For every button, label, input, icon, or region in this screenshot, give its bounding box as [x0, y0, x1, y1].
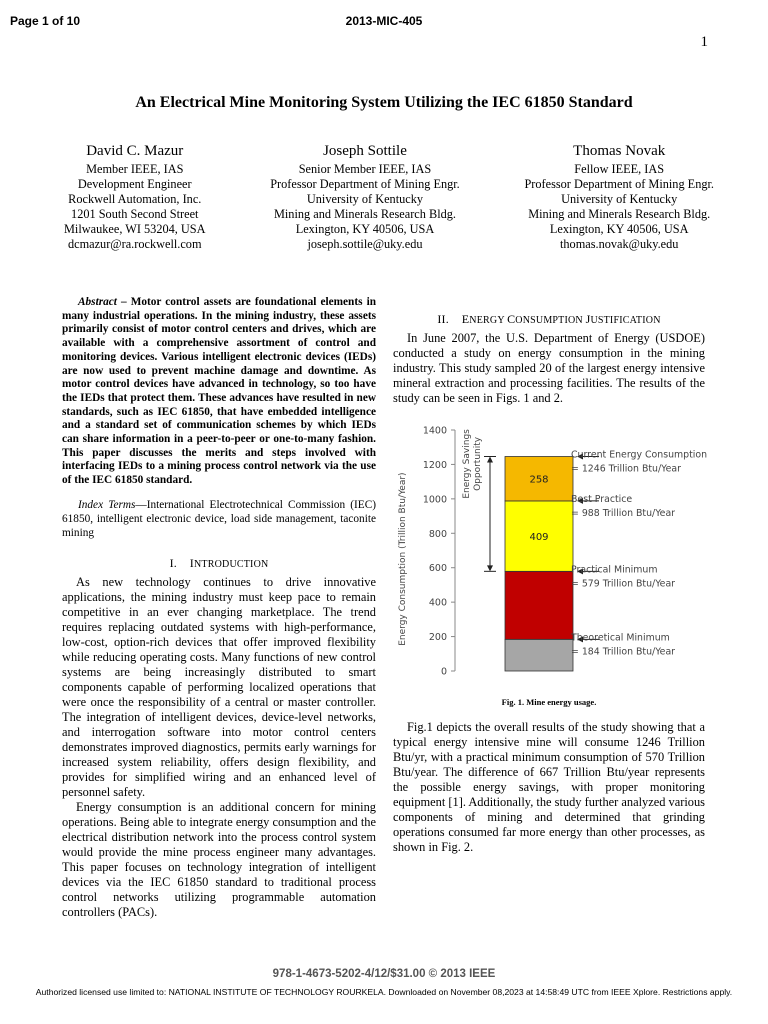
energy-intro	[393, 331, 705, 406]
segment-label: 409	[529, 532, 549, 544]
author-email: thomas.novak@uky.edu	[559, 237, 679, 251]
author-affiliation: Development Engineer	[77, 177, 192, 191]
annotation-title: Best Practice	[571, 493, 633, 505]
author-affiliation: Fellow IEEE, IAS	[574, 162, 665, 176]
section-heading-introduction: I. INTRODUCTION	[169, 556, 269, 570]
segment-label: 258	[529, 474, 549, 486]
bracket-label: Opportunity	[473, 436, 483, 491]
y-tick-label: 0	[440, 666, 447, 678]
author-name: Joseph Sottile	[323, 143, 407, 159]
bar-segment	[505, 571, 573, 639]
author-affiliation: University of Kentucky	[561, 192, 678, 206]
abstract	[62, 296, 376, 488]
license-notice: Authorized licensed use limited to: NATIONAL INSTITUTE OF TECHNOLOGY ROURKELA. Downloaded on November 08,2023 at 14:58:49 UTC from IEEE Xplore. Restrictions apply.	[35, 987, 733, 997]
author-affiliation: Professor Department of Mining Engr.	[270, 177, 460, 191]
annotation-title: Practical Minimum	[571, 564, 658, 576]
author-email: dcmazur@ra.rockwell.com	[67, 237, 202, 251]
paper-title: An Electrical Mine Monitoring System Utilizing the IEC 61850 Standard	[135, 94, 633, 111]
author-affiliation: Lexington, KY 40506, USA	[549, 222, 689, 236]
author-affiliation: Mining and Minerals Research Bldg.	[273, 207, 456, 221]
y-tick-label: 1400	[422, 425, 447, 437]
author-2	[270, 143, 460, 252]
page-number: 1	[700, 34, 708, 50]
annotation-value: = 1246 Trillion Btu/Year	[571, 463, 682, 475]
annotation-value: = 988 Trillion Btu/Year	[571, 507, 676, 519]
y-tick-label: 400	[428, 597, 447, 609]
abstract-text: – Motor control assets are foundational elements in many industrial operations. In the mining industry, these assets primarily consist of motor control centers and drives, which are available with a comprehensive assortment of control and monitoring devices. Various intelligent electronic devices (IEDs) are now used to prevent machine damage and downtime. As motor control devices have advanced in technology, so too have the IEDs that protect them. These advances have resulted in new standards, such as IEC 61850, that have embedded intelligence and a standard set of communication schemes by which IEDs can share information in a peer-to-peer or one-to-many fashion. This paper discusses the merits and steps involved with interfacing IEDs to a mining process control network via the use of the IEC 61850 standard.	[62, 296, 376, 487]
y-tick-label: 1200	[422, 459, 447, 471]
author-affiliation: 1201 South Second Street	[71, 207, 199, 221]
author-3	[524, 143, 714, 252]
y-tick-label: 800	[428, 528, 447, 540]
energy-usage-chart	[393, 420, 713, 686]
annotation-value: = 184 Trillion Btu/Year	[571, 646, 676, 658]
author-affiliation: Milwaukee, WI 53204, USA	[64, 222, 206, 236]
paragraph: Fig.1 depicts the overall results of the study showing that a typical energy intensive mine will consume 1246 Trillion Btu/yr, with a practical minimum consumption of 570 Trillion Btu/year. The difference of 667 Trillion Btu/year represents the possible energy savings, with proper monitoring equipment [1]. Additionally, the study further analyzed various components of mining and determined that grinding operations consumed far more energy than other processes, as shown in Fig. 2.	[393, 720, 705, 854]
page-count-label: Page 1 of 10	[10, 14, 81, 28]
index-terms-label: Index Terms	[78, 499, 136, 511]
paragraph: Energy consumption is an additional concern for mining operations. Being able to integrate energy consumption and the electrical distribution network into the process control system would provide the mine process engineer many advantages. This paper focuses on technology integration of intelligent devices via the IEC 61850 standard to traditional process control networks utilizing programmable automation controllers (PACs).	[62, 800, 376, 919]
author-block	[64, 143, 714, 252]
author-1	[64, 143, 206, 252]
annotation-value: = 579 Trillion Btu/Year	[571, 578, 676, 590]
paragraph: As new technology continues to drive innovative applications, the mining industry must keep pace to remain competitive in an ever changing marketplace. The trend requires replacing outdated systems with high-performance, low-cost, option-rich devices that offer improved flexibility while reducing operating costs. Many functions of new control systems are being increasingly distributed to smart components capable of performing localized operations that were once the responsibility of a central or master controller. The integration of intelligent devices, device-level networks, and interrogation software into motor control centers demonstrates improved diagnostics, permits early warnings for increased system reliability, offers design flexibility, and provides for simplified wiring and an enhanced level of personnel safety.	[62, 575, 376, 799]
index-terms	[62, 498, 376, 540]
author-affiliation: Senior Member IEEE, IAS	[298, 162, 432, 176]
document-id: 2013-MIC-405	[345, 14, 423, 28]
y-tick-label: 600	[428, 563, 447, 575]
isbn-footer: 978-1-4673-5202-4/12/$31.00 © 2013 IEEE	[272, 968, 496, 980]
section-heading-energy: II. ENERGY CONSUMPTION JUSTIFICATION	[437, 312, 661, 326]
author-name: David C. Mazur	[86, 143, 184, 159]
abstract-label: Abstract	[78, 296, 117, 308]
introduction-body	[62, 575, 376, 920]
y-tick-label: 200	[428, 632, 447, 644]
y-axis	[398, 426, 455, 678]
arrowhead	[487, 457, 493, 463]
author-name: Thomas Novak	[573, 143, 666, 159]
figure-caption: Fig. 1. Mine energy usage.	[501, 697, 597, 707]
stacked-bar	[505, 457, 573, 671]
y-axis-title: Energy Consumption (Trillion Btu/Year)	[398, 472, 408, 646]
author-affiliation: Professor Department of Mining Engr.	[524, 177, 714, 191]
author-affiliation: Lexington, KY 40506, USA	[295, 222, 435, 236]
author-affiliation: Member IEEE, IAS	[86, 162, 184, 176]
author-email: joseph.sottile@uky.edu	[307, 237, 423, 251]
energy-discussion	[393, 720, 705, 855]
chart-annotations	[462, 429, 707, 657]
author-affiliation: Mining and Minerals Research Bldg.	[528, 207, 711, 221]
bar-segment	[505, 639, 573, 671]
y-tick-label: 1000	[422, 494, 447, 506]
author-affiliation: Rockwell Automation, Inc.	[68, 192, 202, 206]
arrowhead	[487, 565, 493, 571]
author-affiliation: University of Kentucky	[306, 192, 424, 206]
index-terms-text: —International Electrotechnical Commission (IEC) 61850, intelligent electronic device, load side management, taconite mining	[62, 499, 377, 539]
bracket-label: Energy Savings	[462, 429, 472, 499]
annotation-title: Theoretical Minimum	[571, 632, 670, 644]
annotation-title: Current Energy Consumption	[571, 449, 708, 461]
paragraph: In June 2007, the U.S. Department of Energy (USDOE) conducted a study on energy consumption in the mining industry. This study sampled 20 of the largest energy intensive mineral extraction and processing facilities. The results of the study can be seen in Figs. 1 and 2.	[393, 331, 705, 405]
